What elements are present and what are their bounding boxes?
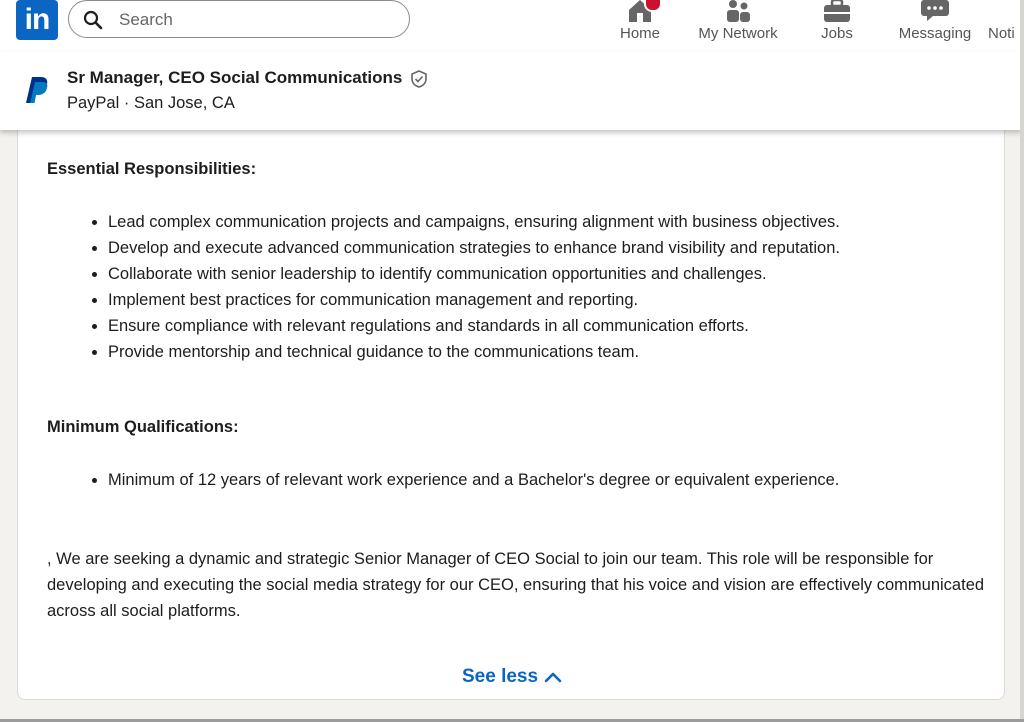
messaging-icon — [921, 0, 949, 22]
nav-jobs-label: Jobs — [821, 25, 853, 42]
job-company-location: PayPal · San Jose, CA — [67, 94, 235, 112]
qualifications-heading: Minimum Qualifications: — [47, 418, 239, 436]
nav-jobs[interactable] — [808, 0, 866, 52]
list-item: • Collaborate with senior leadership to identify communication opportunities and challenges. — [108, 261, 840, 287]
nav-my-network[interactable] — [692, 0, 784, 52]
chevron-up-icon — [544, 671, 562, 683]
nav-notifications-label: Noti — [988, 25, 1015, 42]
responsibilities-heading: Essential Responsibilities: — [47, 160, 257, 178]
nav-messaging-label: Messaging — [898, 25, 972, 42]
nav-messaging[interactable] — [892, 0, 978, 52]
search-icon — [83, 10, 103, 30]
search-bar[interactable] — [68, 0, 410, 38]
paypal-logo — [26, 77, 48, 103]
see-less-label: See less — [462, 666, 539, 687]
list-item: • Implement best practices for communication management and reporting. — [108, 287, 840, 313]
nav-notifications[interactable] — [988, 0, 1024, 52]
window-edge — [1020, 0, 1024, 722]
nav-home-label: Home — [619, 25, 660, 42]
list-item: • Lead complex communication projects and campaigns, ensuring alignment with business objectives. — [108, 209, 840, 235]
job-header — [0, 52, 1022, 130]
list-item: • Provide mentorship and technical guidance to the communications team. — [108, 339, 840, 365]
top-nav — [0, 0, 1024, 53]
job-title[interactable]: Sr Manager, CEO Social Communications — [67, 68, 403, 87]
see-less-button[interactable] — [462, 664, 562, 690]
notification-badge — [644, 0, 662, 12]
jobs-icon — [823, 0, 851, 22]
verified-shield-icon — [411, 70, 427, 88]
list-item: • Minimum of 12 years of relevant work experience and a Bachelor's degree or equivalent experience. — [108, 467, 839, 493]
list-item: • Ensure compliance with relevant regulations and standards in all communication efforts. — [108, 313, 840, 339]
linkedin-logo[interactable]: in — [16, 0, 58, 40]
list-item: • Develop and execute advanced communication strategies to enhance brand visibility and reputation. — [108, 235, 840, 261]
nav-home[interactable] — [610, 0, 670, 52]
search-input[interactable] — [117, 7, 391, 33]
network-icon — [725, 0, 751, 22]
description-paragraph: , We are seeking a dynamic and strategic Senior Manager of CEO Social to join our team. This role will be responsible for developing and executing the social media strategy for our CEO, ensuring that his voice and vision are effectively communicated across all social platforms. — [47, 550, 985, 620]
responsibilities-list — [70, 209, 840, 365]
nav-my-network-label: My Network — [698, 25, 778, 42]
qualifications-list — [70, 467, 839, 493]
